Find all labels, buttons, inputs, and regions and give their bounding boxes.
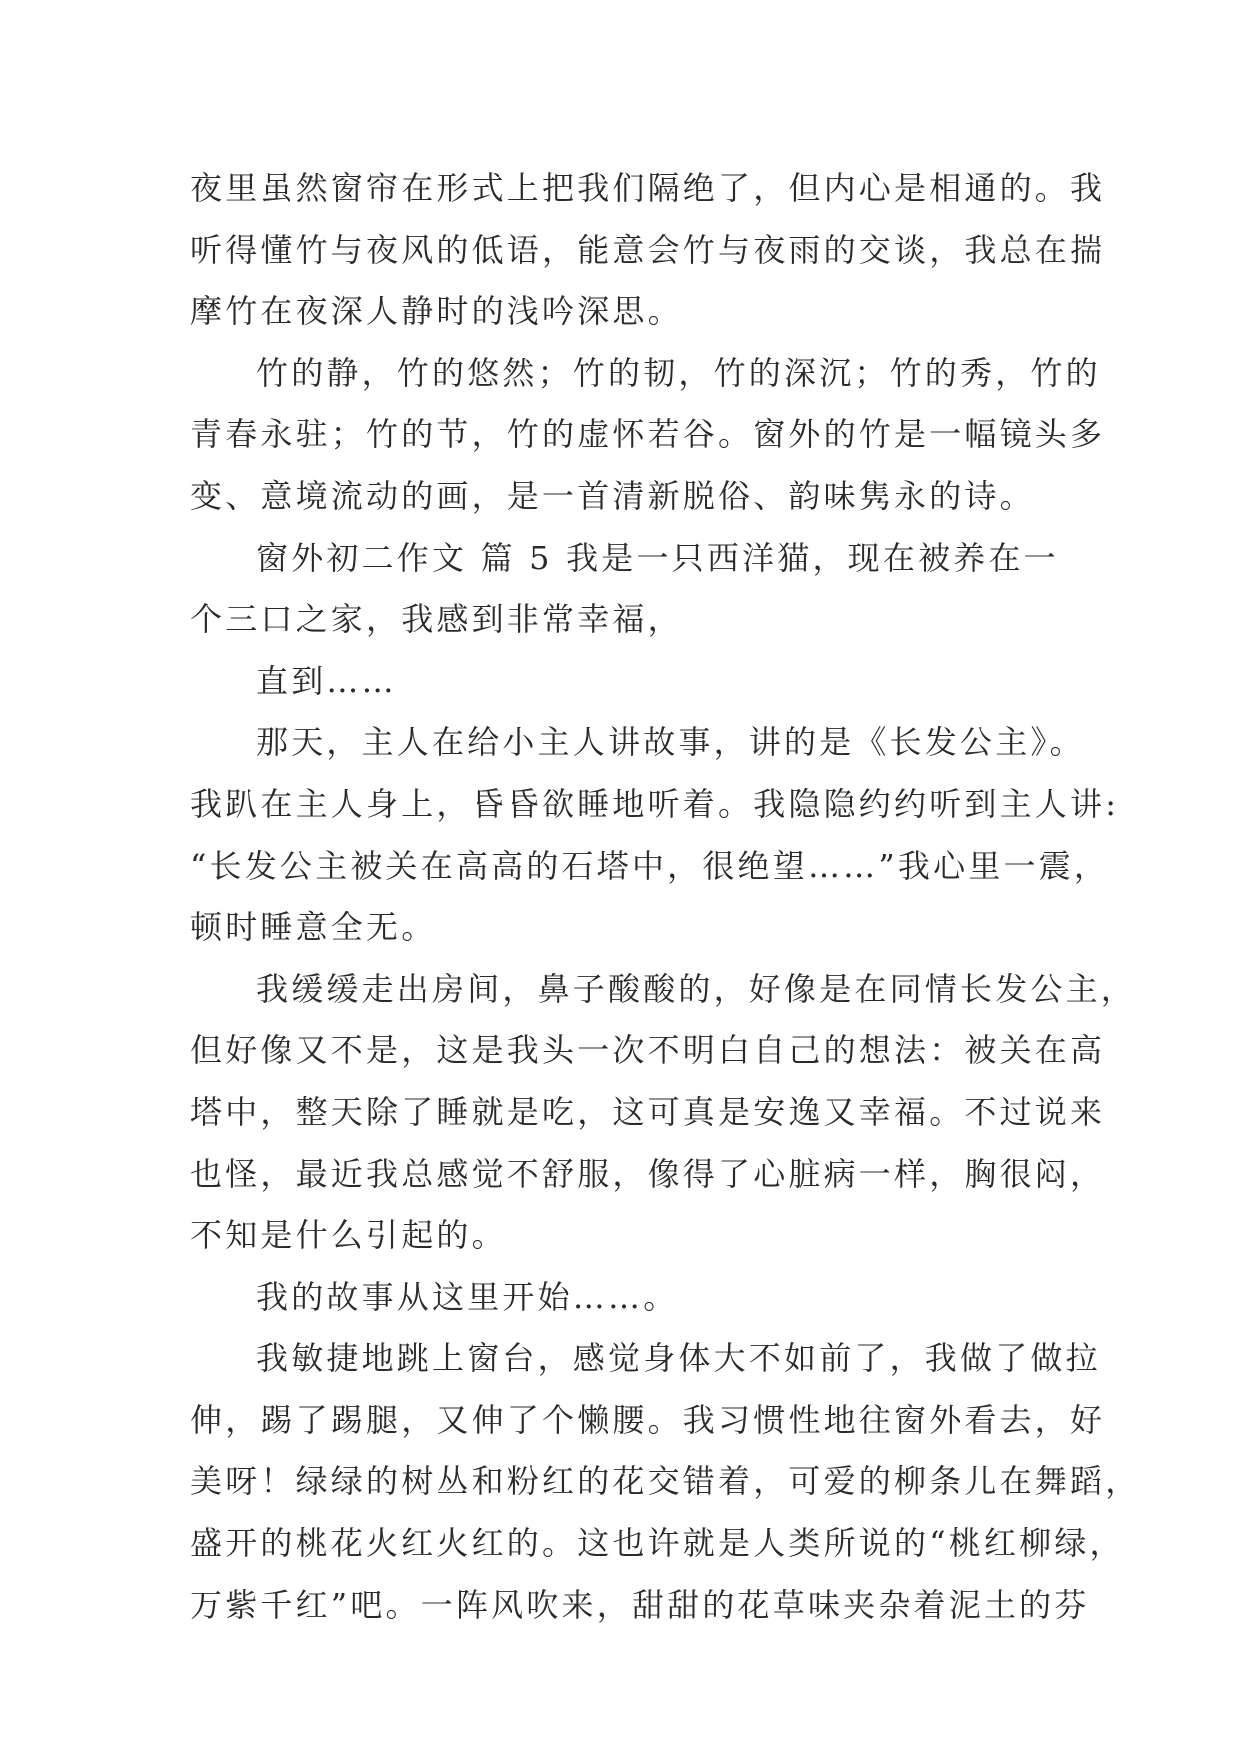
text-line: 也怪，最近我总感觉不舒服，像得了心脏病一样，胸很闷， (190, 1154, 1106, 1193)
text-line: 我的故事从这里开始……。 (256, 1277, 679, 1316)
text-line: 窗外初二作文 篇 5 我是一只西洋猫，现在被养在一 (256, 538, 1059, 577)
text-line: 竹的静，竹的悠然；竹的韧，竹的深沉；竹的秀，竹的 (256, 353, 1101, 392)
text-line: 塔中，整天除了睡就是吃，这可真是安逸又幸福。不过说来 (190, 1092, 1106, 1131)
text-line: 直到…… (256, 661, 397, 700)
text-line: 但好像又不是，这是我头一次不明白自己的想法：被关在高 (190, 1031, 1106, 1070)
text-line: 不知是什么引起的。 (190, 1216, 507, 1255)
text-line: 变、意境流动的画，是一首清新脱俗、韵味隽永的诗。 (190, 476, 1035, 515)
text-line: “长发公主被关在高高的石塔中，很绝望……”我心里一震， (190, 846, 1110, 885)
text-line: 我敏捷地跳上窗台，感觉身体大不如前了，我做了做拉 (256, 1339, 1101, 1378)
text-line: 万紫千红”吧。一阵风吹来，甜甜的花草味夹杂着泥土的芬 (190, 1585, 1090, 1624)
text-line: 夜里虽然窗帘在形式上把我们隔绝了，但内心是相通的。我 (190, 169, 1106, 207)
text-line: 伸，踢了踢腿，又伸了个懒腰。我习惯性地往窗外看去，好 (190, 1400, 1106, 1439)
text-line: 我缓缓走出房间，鼻子酸酸的，好像是在同情长发公主， (256, 969, 1137, 1008)
text-line: 美呀！绿绿的树丛和粉红的花交错着，可爱的柳条儿在舞蹈， (190, 1462, 1141, 1501)
text-line: 顿时睡意全无。 (190, 908, 437, 947)
text-line: 那天，主人在给小主人讲故事，讲的是《长发公主》。 (256, 723, 1085, 762)
text-line: 青春永驻；竹的节，竹的虚怀若谷。窗外的竹是一幅镜头多 (190, 415, 1106, 454)
text-line: 个三口之家，我感到非常幸福， (190, 600, 683, 639)
text-line: 盛开的桃花火红火红的。这也许就是人类所说的“桃红柳绿， (190, 1524, 1125, 1563)
text-line: 摩竹在夜深人静时的浅吟深思。 (190, 292, 683, 331)
text-line: 我趴在主人身上，昏昏欲睡地听着。我隐隐约约听到主人讲: (190, 784, 1120, 823)
document-body (190, 158, 1141, 1636)
text-line: 听得懂竹与夜风的低语，能意会竹与夜雨的交谈，我总在揣 (190, 230, 1106, 269)
